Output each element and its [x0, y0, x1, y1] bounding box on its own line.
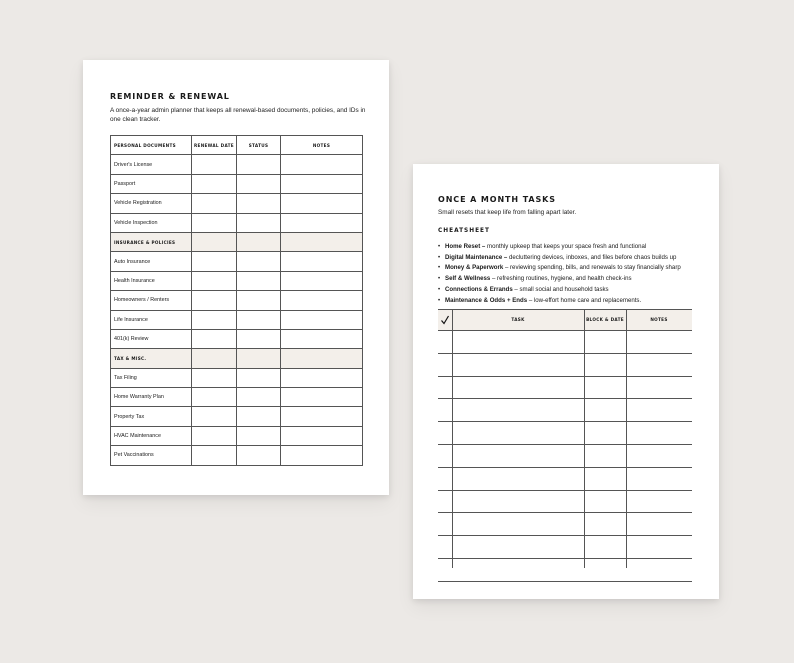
item-title: Self & Wellness — [445, 275, 491, 283]
task-row[interactable] — [438, 354, 692, 377]
task-row[interactable] — [438, 559, 692, 582]
column-divider — [452, 309, 453, 568]
row-label: Pet Vaccinations — [111, 446, 192, 465]
task-row[interactable] — [438, 491, 692, 514]
item-title: Maintenance & Odds + Ends — [445, 296, 528, 304]
notes-cell[interactable] — [281, 407, 363, 426]
renewal-date-cell[interactable] — [192, 446, 237, 465]
notes-cell[interactable] — [281, 213, 363, 232]
page-title: ONCE A MONTH TASKS — [438, 195, 556, 204]
status-cell[interactable] — [237, 407, 281, 426]
notes-cell[interactable] — [281, 349, 363, 368]
row-label: Passport — [111, 174, 192, 193]
reminder-renewal-page — [83, 60, 389, 495]
column-header: NOTES — [650, 317, 668, 322]
cheatsheet-heading: CHEATSHEET — [438, 228, 490, 234]
renewal-date-cell[interactable] — [192, 329, 237, 348]
column-header: NOTES — [281, 136, 363, 155]
cheatsheet-item — [438, 274, 708, 285]
section-label: INSURANCE & POLICIES — [111, 232, 192, 251]
item-description: – small social and household tasks — [512, 285, 609, 293]
row-label: Vehicle Registration — [111, 194, 192, 213]
page-subtitle — [110, 106, 370, 125]
status-cell[interactable] — [237, 252, 281, 271]
renewal-table — [110, 135, 363, 466]
section-label: TAX & MISC. — [111, 349, 192, 368]
status-cell[interactable] — [237, 194, 281, 213]
renewal-date-cell[interactable] — [192, 426, 237, 445]
status-cell[interactable] — [237, 349, 281, 368]
renewal-date-cell[interactable] — [192, 388, 237, 407]
row-label: Health Insurance — [111, 271, 192, 290]
renewal-date-cell[interactable] — [192, 310, 237, 329]
renewal-date-cell[interactable] — [192, 368, 237, 387]
status-cell[interactable] — [237, 174, 281, 193]
column-divider — [584, 309, 585, 568]
table-row — [111, 213, 363, 232]
row-label: HVAC Maintenance — [111, 426, 192, 445]
item-title: Connections & Errands — [445, 285, 513, 293]
table-row — [111, 446, 363, 465]
status-cell[interactable] — [237, 213, 281, 232]
bullet-icon: • — [438, 244, 441, 250]
renewal-date-cell[interactable] — [192, 271, 237, 290]
table-row — [111, 291, 363, 310]
task-row[interactable] — [438, 536, 692, 559]
status-cell[interactable] — [237, 426, 281, 445]
notes-cell[interactable] — [281, 291, 363, 310]
table-row — [111, 252, 363, 271]
row-label: Driver's License — [111, 155, 192, 174]
notes-cell[interactable] — [281, 329, 363, 348]
row-label: Vehicle Inspection — [111, 213, 192, 232]
table-row — [111, 407, 363, 426]
item-title: Money & Paperwork — [445, 264, 504, 272]
bullet-icon: • — [438, 297, 441, 304]
item-title: Digital Maintenance – — [445, 253, 508, 261]
subtitle-line: one clean tracker. — [110, 116, 161, 124]
task-row[interactable] — [438, 468, 692, 491]
task-table — [438, 309, 692, 582]
table-row — [111, 271, 363, 290]
item-title: Home Reset – — [445, 243, 486, 250]
column-header: PERSONAL DOCUMENTS — [111, 136, 192, 155]
item-description: – low-effort home care and replacements. — [527, 296, 642, 304]
renewal-date-cell[interactable] — [192, 155, 237, 174]
column-header: TASK — [511, 317, 525, 322]
task-row[interactable] — [438, 377, 692, 400]
task-row[interactable] — [438, 422, 692, 445]
notes-cell[interactable] — [281, 310, 363, 329]
subtitle-line: A once-a-year admin planner that keeps all renewal-based documents, policies, and IDs in — [110, 107, 366, 114]
renewal-date-cell[interactable] — [192, 174, 237, 193]
cheatsheet-item — [438, 242, 708, 253]
notes-cell[interactable] — [281, 446, 363, 465]
renewal-date-cell[interactable] — [192, 213, 237, 232]
row-label: Auto Insurance — [111, 252, 192, 271]
notes-cell[interactable] — [281, 271, 363, 290]
bullet-icon: • — [438, 265, 441, 272]
cheatsheet-list — [438, 242, 708, 306]
task-row[interactable] — [438, 399, 692, 422]
item-description: – refreshing routines, hygiene, and health check-ins — [490, 275, 632, 283]
notes-cell[interactable] — [281, 155, 363, 174]
bullet-icon: • — [438, 254, 441, 261]
renewal-date-cell[interactable] — [192, 194, 237, 213]
page-title: REMINDER & RENEWAL — [110, 92, 230, 101]
status-cell[interactable] — [237, 388, 281, 407]
notes-cell[interactable] — [281, 174, 363, 193]
notes-cell[interactable] — [281, 426, 363, 445]
page-subtitle: Small resets that keep life from falling apart later. — [438, 209, 577, 216]
status-cell[interactable] — [237, 446, 281, 465]
bullet-icon: • — [438, 286, 441, 293]
section-row — [111, 232, 363, 251]
cheatsheet-item — [438, 263, 708, 274]
notes-cell[interactable] — [281, 194, 363, 213]
item-description: decluttering devices, inboxes, and files before chaos builds up — [507, 253, 677, 261]
table-row — [111, 329, 363, 348]
table-row — [111, 310, 363, 329]
column-divider — [626, 309, 627, 568]
table-header-row — [111, 136, 363, 155]
row-label: Property Tax — [111, 407, 192, 426]
task-row[interactable] — [438, 331, 692, 354]
row-label: Tax Filing — [111, 368, 192, 387]
notes-cell[interactable] — [281, 368, 363, 387]
row-label: Homeowners / Renters — [111, 291, 192, 310]
task-row[interactable] — [438, 445, 692, 468]
table-row — [111, 155, 363, 174]
cheatsheet-item — [438, 253, 708, 264]
renewal-date-cell[interactable] — [192, 291, 237, 310]
task-row[interactable] — [438, 513, 692, 536]
table-row — [111, 426, 363, 445]
status-cell[interactable] — [237, 329, 281, 348]
row-label: Life Insurance — [111, 310, 192, 329]
table-header-row — [438, 309, 692, 331]
column-header: BLOCK & DATE — [586, 317, 624, 322]
section-row — [111, 349, 363, 368]
renewal-date-cell[interactable] — [192, 407, 237, 426]
monthly-tasks-page — [413, 164, 719, 599]
status-cell[interactable] — [237, 310, 281, 329]
status-cell[interactable] — [237, 291, 281, 310]
status-cell[interactable] — [237, 155, 281, 174]
status-cell[interactable] — [237, 368, 281, 387]
renewal-date-cell[interactable] — [192, 252, 237, 271]
notes-cell[interactable] — [281, 388, 363, 407]
column-header: STATUS — [237, 136, 281, 155]
table-row — [111, 388, 363, 407]
table-row — [111, 368, 363, 387]
cheatsheet-item — [438, 285, 708, 296]
table-row — [111, 194, 363, 213]
renewal-date-cell[interactable] — [192, 232, 237, 251]
cheatsheet-item — [438, 296, 708, 307]
table-row — [111, 174, 363, 193]
status-cell[interactable] — [237, 271, 281, 290]
notes-cell[interactable] — [281, 252, 363, 271]
item-description: monthly upkeep that keeps your space fresh and functional — [485, 243, 647, 250]
notes-cell[interactable] — [281, 232, 363, 251]
status-cell[interactable] — [237, 232, 281, 251]
checkmark-icon — [438, 310, 452, 330]
renewal-date-cell[interactable] — [192, 349, 237, 368]
row-label: Home Warranty Plan — [111, 388, 192, 407]
column-header: RENEWAL DATE — [192, 136, 237, 155]
bullet-icon: • — [438, 276, 441, 283]
row-label: 401(k) Review — [111, 329, 192, 348]
item-description: – reviewing spending, bills, and renewals to stay financially sharp — [503, 264, 681, 272]
